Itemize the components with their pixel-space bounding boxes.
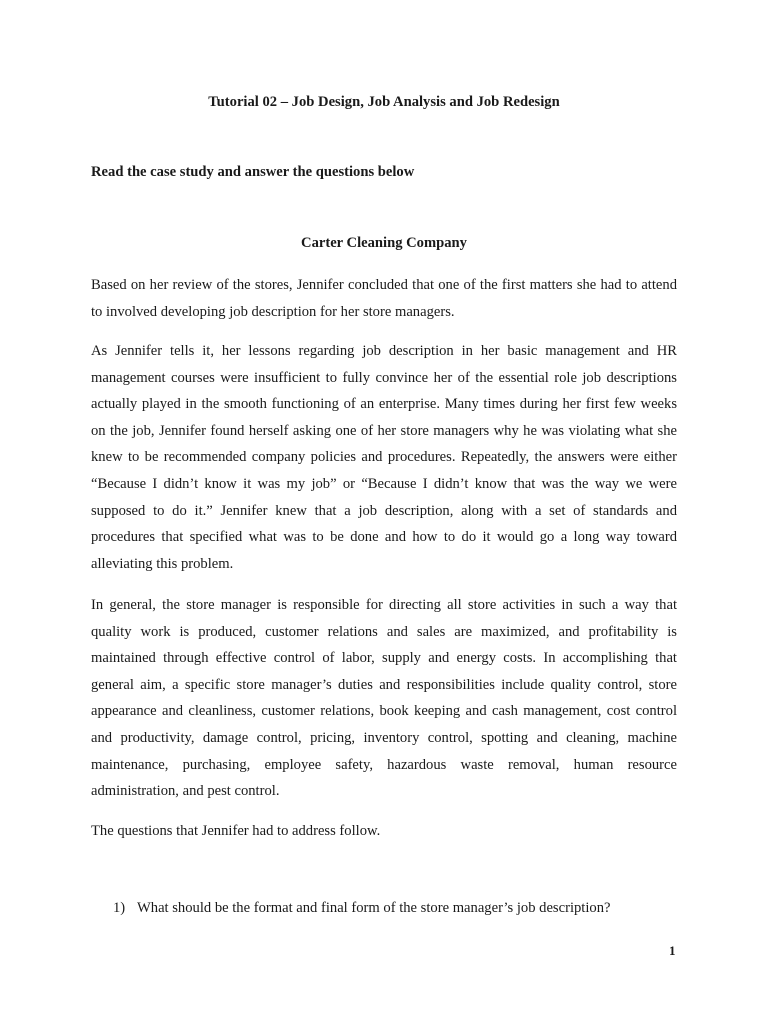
question-number: 1) <box>113 900 126 916</box>
page-number: 1 <box>669 943 676 958</box>
document-title: Tutorial 02 – Job Design, Job Analysis and Job Redesign <box>208 94 560 110</box>
paragraph-4: The questions that Jennifer had to address follow. <box>91 823 381 839</box>
question-text: What should be the format and final form of the store manager’s job description? <box>137 900 611 916</box>
case-study-title: Carter Cleaning Company <box>301 235 467 251</box>
paragraph-2: As Jennifer tells it, her lessons regarding job description in her basic management and HR management courses were insufficient to fully convince her of the essential role job descriptions actually played in the smooth functioning of an enterprise. Many times during her first few weeks on the job, Jennifer found herself asking one of her store managers why he was violating what she knew to be recommended company policies and procedures. Repeatedly, the answers were either “Because I didn’t know it was my job” or “Because I didn’t know that was the way we were supposed to do it.” Jennifer knew that a job description, along with a set of standards and procedures that specified what was to be done and how to do it would go a long way toward alleviating this problem. <box>91 343 677 572</box>
paragraph-3: In general, the store manager is responsible for directing all store activities in such a way that quality work is produced, customer relations and sales are maximized, and profitability is maintained through effective control of labor, supply and energy costs. In accomplishing that general aim, a specific store manager’s duties and responsibilities include quality control, store appearance and cleanliness, customer relations, book keeping and cash management, cost control and productivity, damage control, pricing, inventory control, spotting and cleaning, machine maintenance, purchasing, employee safety, hazardous waste removal, human resource administration, and pest control. <box>91 597 677 800</box>
question-item <box>113 900 673 917</box>
instruction-text: Read the case study and answer the questions below <box>91 164 415 180</box>
paragraph-1: Based on her review of the stores, Jennifer concluded that one of the first matters she had to attend to involved developing job description for her store managers. <box>91 277 677 320</box>
